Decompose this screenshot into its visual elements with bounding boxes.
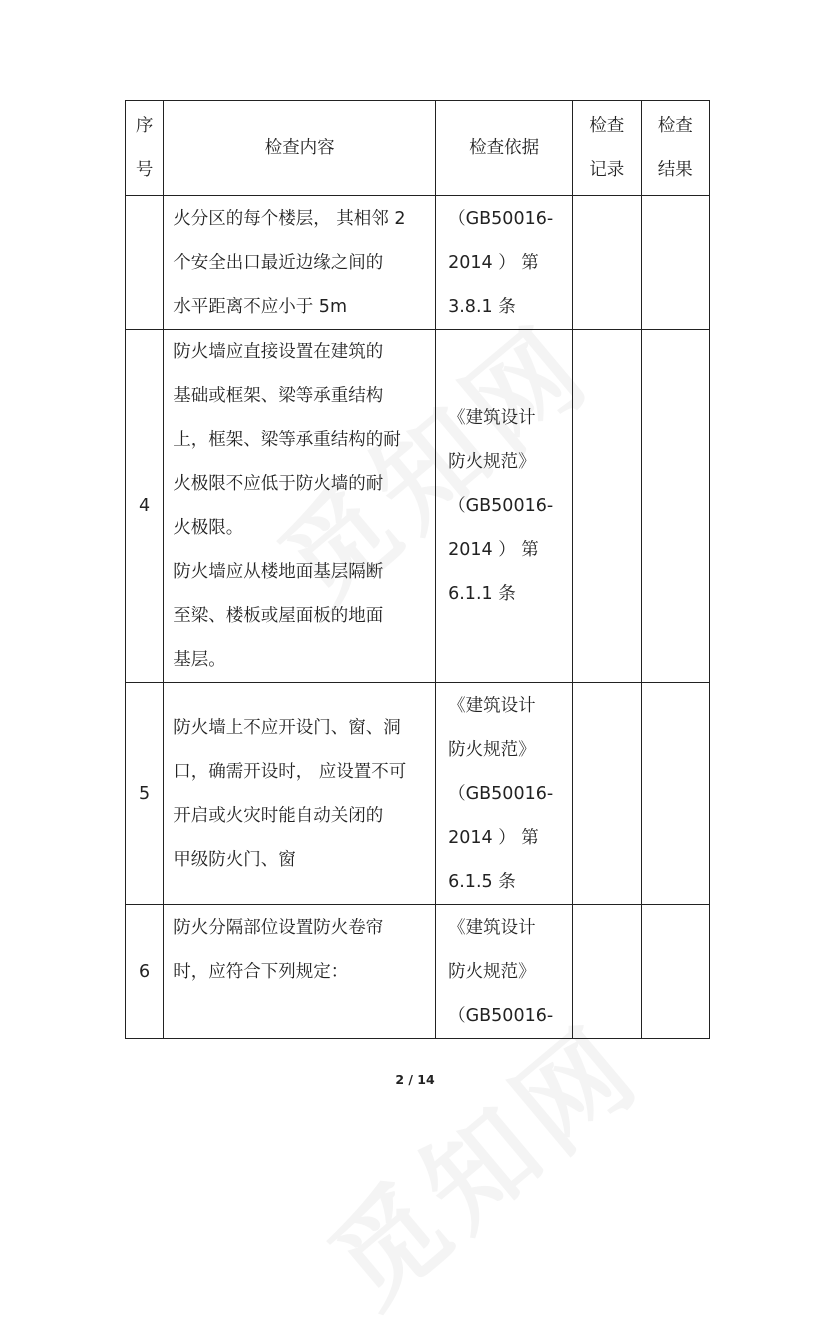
table-row (126, 330, 710, 683)
row-result (641, 330, 709, 683)
row-record (573, 330, 641, 683)
row-result (641, 196, 709, 330)
table-row (126, 196, 710, 330)
inspection-table (125, 100, 710, 1039)
row-number: 6 (126, 905, 164, 1039)
table-row (126, 905, 710, 1039)
row-basis: 《建筑设计 防火规范》 （GB50016- 2014 ） 第 6.1.1 条 (436, 330, 573, 683)
header-result: 检查 结果 (641, 101, 709, 196)
table-header-row (126, 101, 710, 196)
page-number: 2 / 14 (395, 1072, 435, 1087)
row-content: 火分区的每个楼层， 其相邻 2 个安全出口最近边缘之间的 水平距离不应小于 5m (164, 196, 436, 330)
row-record (573, 196, 641, 330)
row-content: 防火墙应直接设置在建筑的 基础或框架、梁等承重结构 上，框架、梁等承重结构的耐 火极限不应低于防火墙的耐 火极限。 防火墙应从楼地面基层隔断 至梁、楼板或屋面板的地面 基层。 (164, 330, 436, 683)
row-content: 防火分隔部位设置防火卷帘 时，应符合下列规定： (164, 905, 436, 1039)
row-number: 5 (126, 683, 164, 905)
row-content: 防火墙上不应开设门、窗、洞 口，确需开设时， 应设置不可 开启或火灾时能自动关闭的 甲级防火门、窗 (164, 683, 436, 905)
row-number (126, 196, 164, 330)
header-record: 检查 记录 (573, 101, 641, 196)
row-number: 4 (126, 330, 164, 683)
row-result (641, 683, 709, 905)
row-basis: 《建筑设计 防火规范》 （GB50016- 2014 ） 第 6.1.5 条 (436, 683, 573, 905)
row-result (641, 905, 709, 1039)
row-basis: （GB50016- 2014 ） 第 3.8.1 条 (436, 196, 573, 330)
header-basis: 检查依据 (436, 101, 573, 196)
row-basis: 《建筑设计 防火规范》 （GB50016- (436, 905, 573, 1039)
table-row (126, 683, 710, 905)
row-record (573, 905, 641, 1039)
header-content: 检查内容 (164, 101, 436, 196)
header-seq: 序 号 (126, 101, 164, 196)
row-record (573, 683, 641, 905)
